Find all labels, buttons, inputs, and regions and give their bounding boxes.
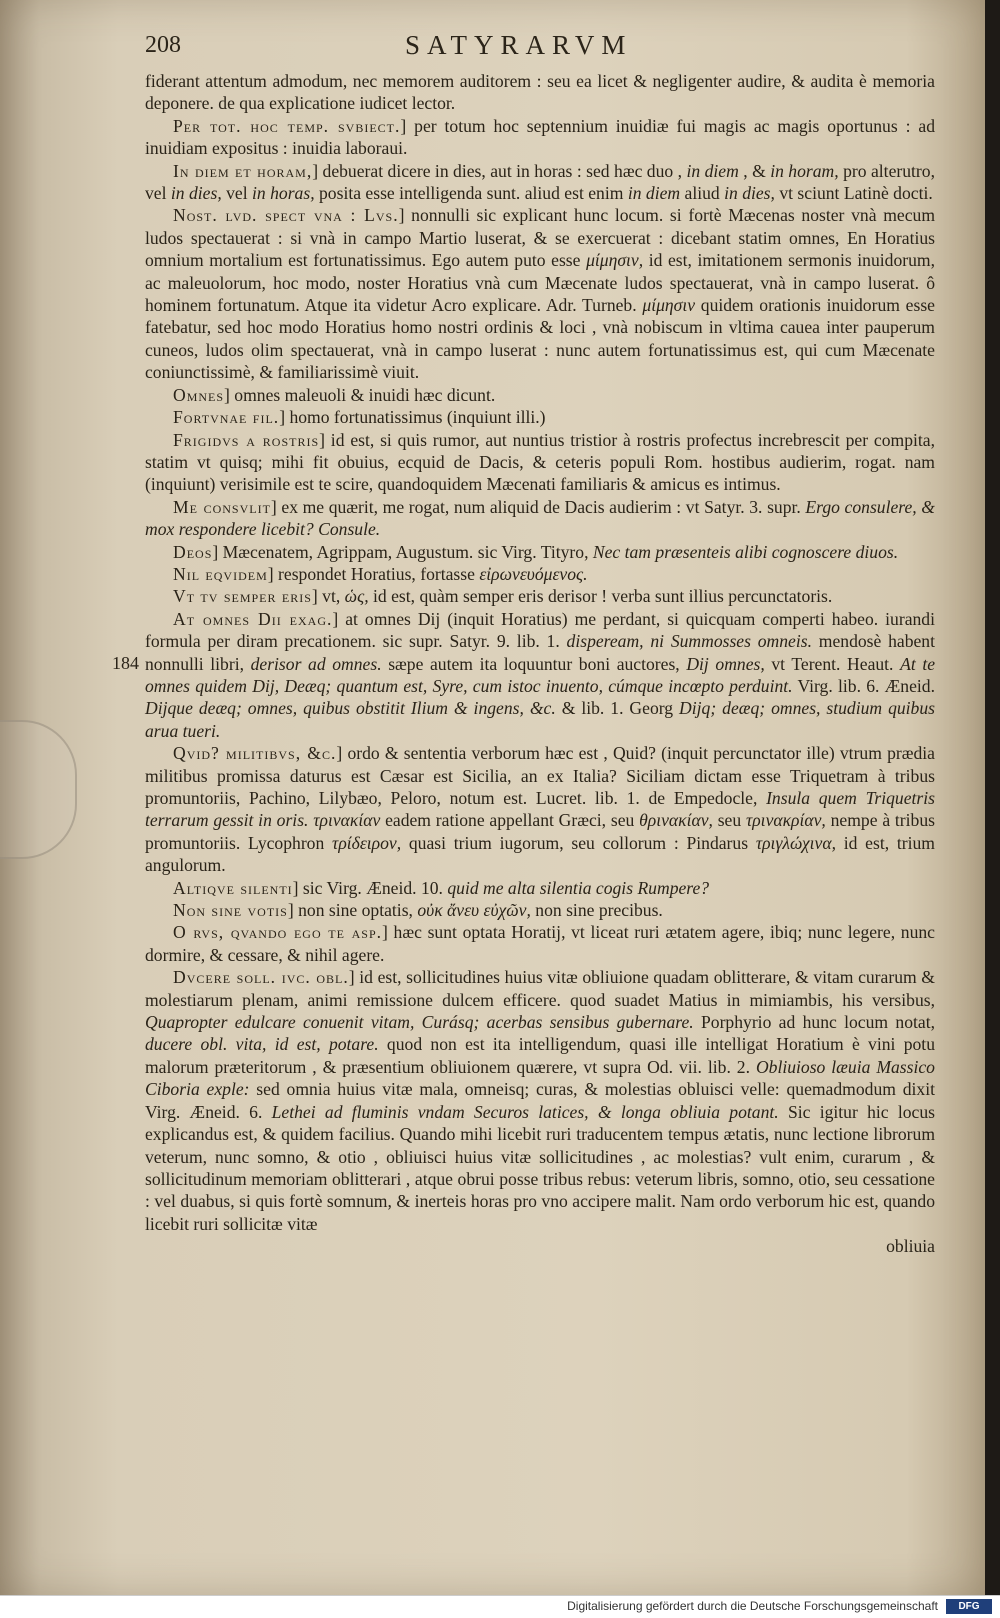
lemma-heading: Fortvnae fil. xyxy=(173,407,280,428)
lemma-paragraph xyxy=(145,921,935,966)
dfg-logo: DFG xyxy=(946,1599,992,1614)
commentary-segment: mendosè habent nonnulli libri, xyxy=(145,631,935,674)
lemma-heading: Frigidvs a rostris xyxy=(173,429,320,450)
greek-text: τρινακρίαν, xyxy=(745,810,826,831)
commentary-segment: & lib. 1. Georg xyxy=(555,698,680,719)
lemma-heading: Deos xyxy=(173,541,213,562)
lemma-paragraph xyxy=(145,204,935,383)
commentary-segment: id est, imitationem sermonis inuidorum, ac maleuolorum, hoc modo, noster Horatius vnà cum Mæcenate ludos spectauerat, vnà in campo luserat. ô hominem fortunatum. Atque ita videtur Acro explicare. Adr. Turneb. xyxy=(145,250,935,316)
lemma-paragraph xyxy=(145,563,935,585)
quotation-text: dispeream, ni Summosses omneis. xyxy=(566,631,812,652)
lemma-paragraph xyxy=(145,406,935,428)
quotation-text: At te omnes quidem Dij, Deæq; quantum est, Syre, cum istoc inuento, cúmque incœpto perduint. xyxy=(145,653,936,696)
greek-text: εἰρωνευόμενος. xyxy=(479,563,588,584)
commentary-segment: vel xyxy=(221,183,253,204)
commentary-segment: non sine precibus. xyxy=(530,900,663,921)
commentary-segment: Sic igitur hic locus explicandus est, & quidem facilius. Quando mihi licebit ruri traducentem tempus ætatis, nunc lectione librorum veterum, nunc somno, & otio , obliuisci huius vitæ sollicitudines , ac molestias? vult enim, curarum , & sollicitudinum memoriam oblitterari , atque obrui posse tribus rebus: veterum libris, somno, otio, seu cessatione : vel duabus, si quis fortè somnum, & inerteis horas pro vno accipere malit. Nam ordo verborum hic est, quando licebit ruri sollicitæ vitæ xyxy=(145,1101,936,1234)
commentary-segment: eadem ratione appellant Græci, seu xyxy=(380,810,640,831)
quotation-text: in horas, xyxy=(252,183,315,204)
commentary-segment: quidem orationis inuidorum esse fatebatur, sed hoc modo Horatius homo nostri ordinis & loci , vnà nobiscum in vltima cauea inter pauperum cuneos, ludos olim spectauerat, vnà in campo luserat : nunc autem fortunatissimus est, qui cum Mæcenate coniunctissimè, & familiarissimè viuit. xyxy=(145,295,935,383)
commentary-segment: ] at omnes Dij (inquit Horatius) me perdant, si quicquam comperti habeo. iurandi formula per diram precationem. sic supr. Satyr. 9. lib. 1. xyxy=(145,608,935,652)
quotation-text: Dij omnes, xyxy=(686,653,765,674)
footer-bar xyxy=(0,1595,1000,1618)
commentary-segment: vt Terent. Heaut. xyxy=(764,653,901,674)
paper-clip-shadow xyxy=(0,720,77,859)
commentary-segment: Virg. lib. 6. Æneid. xyxy=(792,675,935,696)
lemma-paragraph xyxy=(145,877,935,899)
commentary-segment: sæpe autem ita loquuntur boni auctores, xyxy=(381,653,687,674)
quotation-text: in diem xyxy=(686,160,739,181)
continuation-paragraph xyxy=(145,70,935,115)
greek-text: μίμησιν xyxy=(642,295,696,316)
lemma-heading: Qvid? militibvs, &c. xyxy=(173,743,337,764)
commentary-segment: ] respondet Horatius, fortasse xyxy=(267,563,480,584)
quotation-text: Insula quem Triquetris terrarum gessit in oris. xyxy=(145,788,935,831)
commentary-segment: ] hæc sunt optata Horatij, vt liceat ruri ætatem agere, ibiq; nunc legere, nunc dormire, & cessare, & nihil agere. xyxy=(145,922,935,965)
commentary-segment: ] id est, si quis rumor, aut nuntius tristior à rostris profectus increbrescit per compita, statim vt quisq; mihi fit obuius, ecquid de Dacis, & ceteris populi Rom. hostibus audierim, rogat. nam (inquiunt) verisimile est te scire, quandoquidem Mæcenati familiaris & amicus es intimus. xyxy=(145,429,935,495)
commentary-segment: ] omnes maleuoli & inuidi hæc dicunt. xyxy=(224,384,496,405)
quotation-text: in diem xyxy=(627,183,681,204)
lemma-paragraph xyxy=(145,115,935,160)
commentary-segment: pro alterutro, vel xyxy=(145,160,935,204)
commentary-segment: ] sic Virg. Æneid. 10. xyxy=(292,877,448,898)
greek-text: τρίδειρον, xyxy=(332,832,402,853)
quotation-text: Obliuioso læuia Massico Ciboria exple: xyxy=(145,1056,935,1100)
greek-text: τρινακίαν xyxy=(313,810,381,831)
running-title: SATYRARVM xyxy=(405,30,633,60)
quotation-text: Lethei ad fluminis vndam Securos latices, & longa obliuia potant. xyxy=(271,1101,779,1122)
lemma-paragraph xyxy=(145,384,935,406)
commentary-segment: ] per totum hoc septennium inuidiæ fui magis ac magis oportunus : ad inuidiam expositus : inuidia laboraui. xyxy=(145,115,935,159)
commentary-segment: ] ordo & sententia verborum hæc est , Quid? (inquit percunctator ille) vtrum prædia militibus promissa daturus est Cæsar est Sicilia, an ex Italia? Siciliam dictam esse Triquetram à tribus promuntoriis, Pachino, Lilybæo, Peloro, notum est. Lucret. lib. 1. de Empedocle, xyxy=(145,743,935,808)
greek-text: οὐκ ἄνευ εὐχῶν, xyxy=(417,900,531,921)
lemma-paragraph xyxy=(145,541,935,563)
commentary-segment: aliud xyxy=(680,183,725,204)
commentary-segment: ] vt, xyxy=(311,586,345,607)
commentary-segment: ] ex me quærit, me rogat, num aliquid de Dacis audierim : vt Satyr. 3. supr. xyxy=(270,496,806,517)
commentary-segment: vt sciunt Latinè docti. xyxy=(774,183,933,204)
greek-text: μίμησιν, xyxy=(586,250,644,271)
commentary-segment: nempe à tribus promuntoriis. Lycophron xyxy=(145,810,935,853)
lemma-heading: Vt tv semper eris xyxy=(173,586,312,607)
quotation-text: ducere obl. vita, id est, potare. xyxy=(145,1034,379,1055)
commentary-segment: fiderant attentum admodum, nec memorem auditorem : seu ea licet & negligenter audire, & audita è memoria deponere. de qua explicatione iudicet lector. xyxy=(145,71,935,114)
lemma-heading: Per tot. hoc temp. svbiect. xyxy=(173,115,401,136)
quotation-text: Nec tam præsenteis alibi cognoscere diuos. xyxy=(592,541,899,562)
quotation-text: in dies, xyxy=(170,183,222,204)
lemma-heading: Non sine votis xyxy=(173,900,288,921)
lemma-paragraph xyxy=(145,429,935,496)
commentary-segment: id est, quàm semper eris derisor ! verba sunt illius percunctatoris. xyxy=(368,586,833,607)
quotation-text: Ergo consulere, & mox respondere licebit? Consule. xyxy=(145,496,935,540)
greek-text: τριγλώχινα, xyxy=(755,832,836,853)
lemma-heading: O rvs, qvando ego te asp. xyxy=(173,922,383,943)
lemma-paragraph xyxy=(145,585,935,607)
quotation-text: Dijq; deæq; omnes, studium quibus arua tueri. xyxy=(145,698,936,741)
quotation-text: derisor ad omnes. xyxy=(250,653,382,674)
quotation-text: Quapropter edulcare conuenit vitam, Curásq; acerbas sensibus gubernare. xyxy=(145,1012,694,1033)
lemma-heading: At omnes Dii exag. xyxy=(173,608,333,629)
lemma-paragraph xyxy=(145,966,935,1235)
commentary-segment: Porphyrio ad hunc locum notat, xyxy=(693,1012,935,1033)
commentary-segment: ] nonnulli sic explicant hunc locum. si fortè Mæcenas noster vnà mecum ludos spectauerat : si vnà in campo Martio luserat, & se exercuerat : dicebant statim omnes, En Horatius omnium mortalium est fortunatissimus. Ego autem puto esse xyxy=(145,205,936,271)
commentary-segment: , & xyxy=(738,160,771,181)
commentary-segment: posita esse intelligenda sunt. aliud est enim xyxy=(314,183,628,204)
lemma-heading: Nil eqvidem xyxy=(173,563,268,584)
lemma-paragraph xyxy=(145,608,935,742)
commentary-segment: quod non est ita intelligendum, quasi ille intelligat Horatium è vini potu malorum præteritorum , & præsentium obliuionem quærere, vt supra Od. vii. lib. 2. xyxy=(145,1034,935,1077)
footer-credit: Digitalisierung gefördert durch die Deutsche Forschungsgemeinschaft xyxy=(567,1599,938,1613)
page-header xyxy=(145,30,925,64)
lemma-heading: Altiqve silenti xyxy=(173,877,293,898)
greek-text: θρινακίαν, xyxy=(639,810,713,831)
commentary-segment: ] non sine optatis, xyxy=(287,900,418,921)
commentary-segment: quasi trium iugorum, seu collorum : Pindarus xyxy=(401,832,756,853)
lemma-paragraph xyxy=(145,899,935,921)
greek-text: ὡς, xyxy=(344,586,369,607)
quotation-text: in horam, xyxy=(770,160,839,181)
commentary-segment: id est, trium angulorum. xyxy=(145,832,935,876)
commentary-segment: ] debuerat dicere in dies, aut in horas : sed hæc duo , xyxy=(312,160,687,181)
quotation-text: in dies, xyxy=(724,183,775,204)
lemma-heading: Omnes xyxy=(173,384,225,405)
page-number: 208 xyxy=(145,32,181,58)
lemma-paragraph xyxy=(145,496,935,541)
quotation-text: Dijque deæq; omnes, quibus obstitit Ilium & ingens, &c. xyxy=(145,698,556,719)
lemma-heading: In diem et horam, xyxy=(173,160,313,181)
commentary-segment: sed omnia huius vitæ mala, omneisq; curas, & molestias obluisci velle: quemadmodum dixit Virg. Æneid. 6. xyxy=(145,1079,935,1122)
catchword: obliuia xyxy=(886,1236,935,1257)
lemma-paragraph xyxy=(145,160,935,205)
lemma-heading: Nost. lvd. spect vna : Lvs. xyxy=(173,205,399,226)
lemma-heading: Dvcere soll. ivc. obl. xyxy=(173,967,349,988)
commentary-segment: ] Mæcenatem, Agrippam, Augustum. sic Virg. Tityro, xyxy=(212,541,593,562)
commentary-segment: ] homo fortunatissimus (inquiunt illi.) xyxy=(279,407,546,428)
commentary-segment: seu xyxy=(712,810,746,831)
lemma-paragraph xyxy=(145,742,935,876)
commentary-segment: ] id est, sollicitudines huius vitæ obliuione quadam oblitterare, & vitam curarum & molestiarum plenam, animi remissione dulcem efficere. quod suadet Matius in mimiambis, his versibus, xyxy=(145,967,935,1010)
commentary-text xyxy=(145,70,935,1258)
margin-line-number: 184 xyxy=(112,653,139,673)
lemma-heading: Me consvlit xyxy=(173,496,271,517)
quotation-text: quid me alta silentia cogis Rumpere? xyxy=(447,877,710,898)
